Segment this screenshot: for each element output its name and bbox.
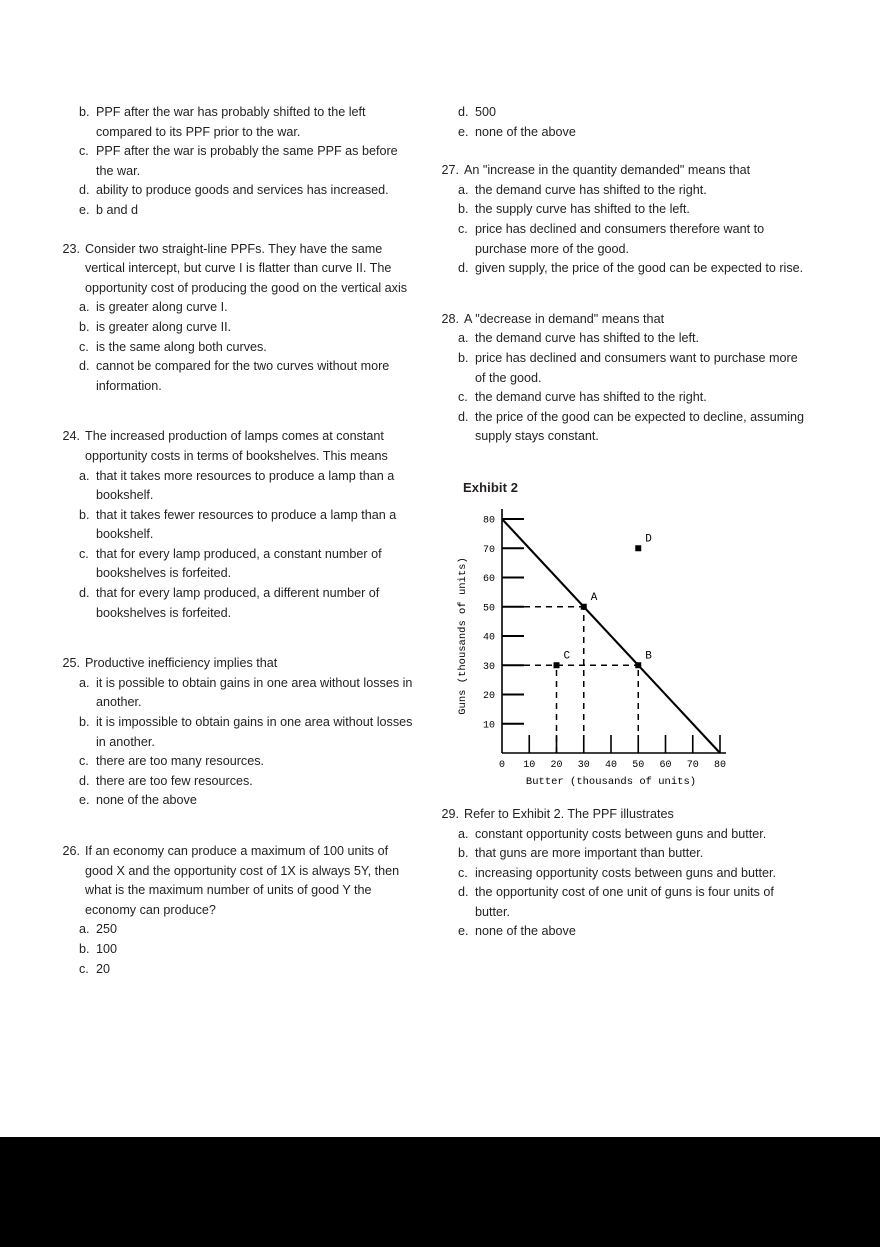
option-text: PPF after the war is probably the same PPF as before the war. (96, 144, 398, 178)
block-spacer (58, 826, 416, 842)
option-list (437, 825, 809, 943)
ppf-curve (502, 519, 720, 753)
x-tick-label: 30 (577, 759, 590, 771)
option-text: constant opportunity costs between guns and butter. (475, 826, 767, 841)
option-row[interactable] (58, 103, 416, 142)
option-text: is greater along curve II. (96, 319, 232, 334)
data-point-label-b: B (645, 650, 652, 663)
question-stem-row (437, 310, 809, 330)
option-row[interactable] (58, 752, 416, 772)
option-row[interactable] (437, 388, 809, 408)
option-letter: e. (79, 793, 90, 808)
y-tick-label: 50 (482, 603, 495, 615)
option-letter: b. (79, 941, 90, 956)
option-letter: a. (79, 922, 90, 937)
option-row[interactable] (437, 844, 809, 864)
option-text: ability to produce goods and services has increased. (96, 183, 389, 198)
option-row[interactable] (58, 674, 416, 713)
x-tick-label: 70 (686, 759, 699, 771)
option-letter: a. (458, 182, 469, 197)
option-row[interactable] (437, 329, 809, 349)
question-number: 27. (441, 163, 459, 178)
x-tick-label: 20 (550, 759, 563, 771)
question-stem: Refer to Exhibit 2. The PPF illustrates (464, 806, 674, 821)
option-row[interactable] (58, 584, 416, 623)
question-stem-row (437, 161, 809, 181)
option-list (437, 181, 809, 279)
option-row[interactable] (437, 200, 809, 220)
option-text: there are too many resources. (96, 754, 264, 769)
option-letter: e. (79, 202, 90, 217)
option-text: PPF after the war has probably shifted to the left compared to its PPF prior to the war. (96, 105, 366, 139)
option-row[interactable] (58, 298, 416, 318)
question-number: 24. (62, 429, 80, 444)
option-row[interactable] (437, 883, 809, 922)
option-row[interactable] (437, 864, 809, 884)
question-24 (58, 427, 416, 623)
option-letter: c. (79, 961, 89, 976)
x-axis-label: Butter (thousands of units) (525, 775, 697, 788)
option-row[interactable] (58, 467, 416, 506)
option-letter: c. (79, 754, 89, 769)
x-tick-label: 10 (523, 759, 536, 771)
option-row[interactable] (58, 181, 416, 201)
x-tick-label: 40 (604, 759, 618, 771)
option-letter: b. (79, 507, 90, 522)
option-text: that it takes more resources to produce a lamp than a bookshelf. (96, 468, 395, 503)
option-letter: a. (458, 331, 469, 346)
x-tick-label: 80 (713, 759, 727, 771)
y-tick-label: 30 (482, 661, 495, 673)
option-letter: d. (79, 773, 90, 788)
question-number: 26. (62, 844, 80, 858)
question-stem: The increased production of lamps comes at constant opportunity costs in terms of bookshelves. This means (85, 429, 388, 463)
option-row[interactable] (58, 201, 416, 221)
option-letter: d. (458, 105, 469, 119)
option-letter: b. (458, 350, 469, 365)
option-row[interactable] (58, 545, 416, 584)
y-tick-label: 20 (482, 690, 495, 702)
block-spacer (437, 462, 809, 478)
y-tick-label: 60 (482, 573, 495, 585)
data-point-b (635, 662, 641, 668)
block-spacer (437, 294, 809, 310)
block-spacer (58, 411, 416, 427)
option-letter: c. (79, 546, 89, 561)
option-letter: a. (79, 300, 90, 315)
data-point-a (581, 604, 587, 610)
option-row[interactable] (58, 920, 416, 940)
option-row[interactable] (58, 357, 416, 396)
option-text: the price of the good can be expected to decline, assuming supply stays constant. (475, 409, 805, 444)
option-letter: b. (79, 715, 90, 730)
data-point-c (554, 662, 560, 668)
question-number: 28. (441, 311, 459, 326)
option-letter: d. (458, 885, 469, 900)
data-point-label-a: A (590, 591, 598, 604)
question-stem-row (58, 842, 416, 920)
option-row[interactable] (58, 772, 416, 792)
question-number: 23. (62, 241, 80, 256)
option-letter: d. (458, 409, 469, 424)
option-letter: d. (458, 261, 469, 276)
y-axis-label: Guns (thousands of units) (457, 557, 469, 715)
question-stem: Productive inefficiency implies that (85, 656, 278, 671)
option-text: 100 (96, 941, 118, 956)
page-bottom-band (0, 1137, 880, 1247)
option-text: the opportunity cost of one unit of guns is four units of butter. (475, 885, 774, 919)
option-text: is greater along curve I. (96, 300, 228, 315)
option-text: the demand curve has shifted to the left. (475, 331, 700, 346)
ppf-chart (447, 505, 757, 795)
option-letter: b. (458, 846, 469, 861)
question-stem: An "increase in the quantity demanded" means that (464, 163, 751, 178)
option-text: none of the above (96, 793, 197, 808)
option-letter: b. (458, 202, 469, 217)
option-letter: a. (79, 468, 90, 483)
option-text: 20 (96, 961, 111, 976)
option-text: price has declined and consumers want to purchase more of the good. (475, 350, 798, 385)
question-stem-row (58, 654, 416, 674)
option-text: the demand curve has shifted to the right. (475, 182, 707, 197)
block-spacer (437, 795, 809, 805)
y-tick-label: 40 (482, 632, 495, 644)
continued-question-options (58, 103, 416, 221)
question-number: 29. (441, 806, 459, 821)
option-letter: e. (458, 924, 469, 939)
option-letter: d. (79, 183, 90, 198)
block-spacer (58, 638, 416, 654)
option-letter: b. (79, 105, 90, 119)
x-tick-label: 50 (632, 759, 645, 771)
option-row[interactable] (437, 181, 809, 201)
question-29 (437, 805, 809, 942)
option-row[interactable] (437, 123, 809, 143)
option-letter: c. (458, 865, 468, 880)
data-point-label-c: C (563, 650, 571, 663)
option-text: b and d (96, 202, 139, 217)
option-list (58, 298, 416, 396)
data-point-d (635, 545, 641, 551)
option-letter: e. (458, 124, 469, 139)
option-list (58, 467, 416, 624)
option-text: is the same along both curves. (96, 339, 267, 354)
option-row[interactable] (58, 142, 416, 181)
continued-question-options (437, 103, 809, 142)
option-letter: d. (79, 359, 90, 374)
question-26 (58, 842, 416, 979)
option-row[interactable] (437, 408, 809, 447)
option-text: it is possible to obtain gains in one area without losses in another. (96, 675, 413, 710)
question-number: 25. (62, 656, 80, 671)
option-letter: a. (79, 675, 90, 690)
x-tick-label: 0 (498, 759, 506, 771)
option-text: cannot be compared for the two curves without more information. (96, 359, 390, 393)
option-letter: c. (458, 221, 468, 236)
option-letter: c. (79, 339, 89, 354)
question-25 (58, 654, 416, 811)
option-row[interactable] (437, 220, 809, 259)
option-text: price has declined and consumers therefore want to purchase more of the good. (475, 221, 765, 256)
option-text: that for every lamp produced, a different number of bookshelves is forfeited. (96, 586, 380, 620)
option-row[interactable] (58, 338, 416, 358)
x-tick-label: 60 (659, 759, 672, 771)
option-text: 500 (475, 105, 497, 119)
option-text: given supply, the price of the good can be expected to rise. (475, 261, 804, 276)
data-point-label-d: D (645, 533, 652, 546)
option-row[interactable] (437, 103, 809, 123)
option-list (58, 674, 416, 811)
option-row[interactable] (437, 922, 809, 942)
option-row[interactable] (58, 791, 416, 811)
question-27 (437, 161, 809, 279)
left-column (58, 103, 416, 994)
option-row[interactable] (437, 349, 809, 388)
ppf-chart-svg (447, 505, 757, 795)
option-text: that guns are more important than butter. (475, 846, 704, 861)
right-column (437, 103, 809, 957)
option-row[interactable] (58, 713, 416, 752)
question-28 (437, 310, 809, 447)
option-letter: d. (79, 586, 90, 601)
option-list (437, 329, 809, 447)
option-text: it is impossible to obtain gains in one area without losses in another. (96, 715, 413, 749)
option-text: none of the above (475, 124, 576, 139)
option-text: 250 (96, 922, 118, 937)
question-stem-row (58, 427, 416, 466)
exhibit-title: Exhibit 2 (463, 479, 519, 495)
option-row[interactable] (58, 318, 416, 338)
option-text: that it takes fewer resources to produce a lamp than a bookshelf. (96, 507, 397, 542)
option-letter: a. (458, 826, 469, 841)
option-text: there are too few resources. (96, 773, 253, 788)
option-row[interactable] (437, 825, 809, 845)
y-tick-label: 10 (482, 720, 495, 732)
option-letter: c. (79, 144, 89, 159)
option-row[interactable] (58, 940, 416, 960)
option-text: none of the above (475, 924, 576, 939)
option-row[interactable] (437, 259, 809, 279)
y-tick-label: 70 (482, 544, 495, 556)
question-stem: If an economy can produce a maximum of 100 units of good X and the opportunity cost of 1X is always 5Y, then what is the maximum number of units of good Y the economy can produce? (85, 844, 400, 917)
option-letter: c. (458, 390, 468, 405)
option-text: the supply curve has shifted to the left. (475, 202, 690, 217)
option-text: that for every lamp produced, a constant number of bookshelves is forfeited. (96, 546, 382, 581)
option-letter: b. (79, 319, 90, 334)
option-row[interactable] (58, 506, 416, 545)
y-tick-label: 80 (482, 515, 495, 527)
question-stem: A "decrease in demand" means that (464, 311, 665, 326)
question-stem-row (437, 805, 809, 825)
question-23 (58, 240, 416, 397)
option-row[interactable] (58, 960, 416, 980)
question-stem: Consider two straight-line PPFs. They have the same vertical intercept, but curve I is flatter than curve II. The opportunity cost of producing the good on the vertical axis (85, 241, 408, 295)
question-stem-row (58, 240, 416, 299)
option-list (58, 920, 416, 979)
option-text: increasing opportunity costs between guns and butter. (475, 865, 777, 880)
option-text: the demand curve has shifted to the right. (475, 390, 707, 405)
